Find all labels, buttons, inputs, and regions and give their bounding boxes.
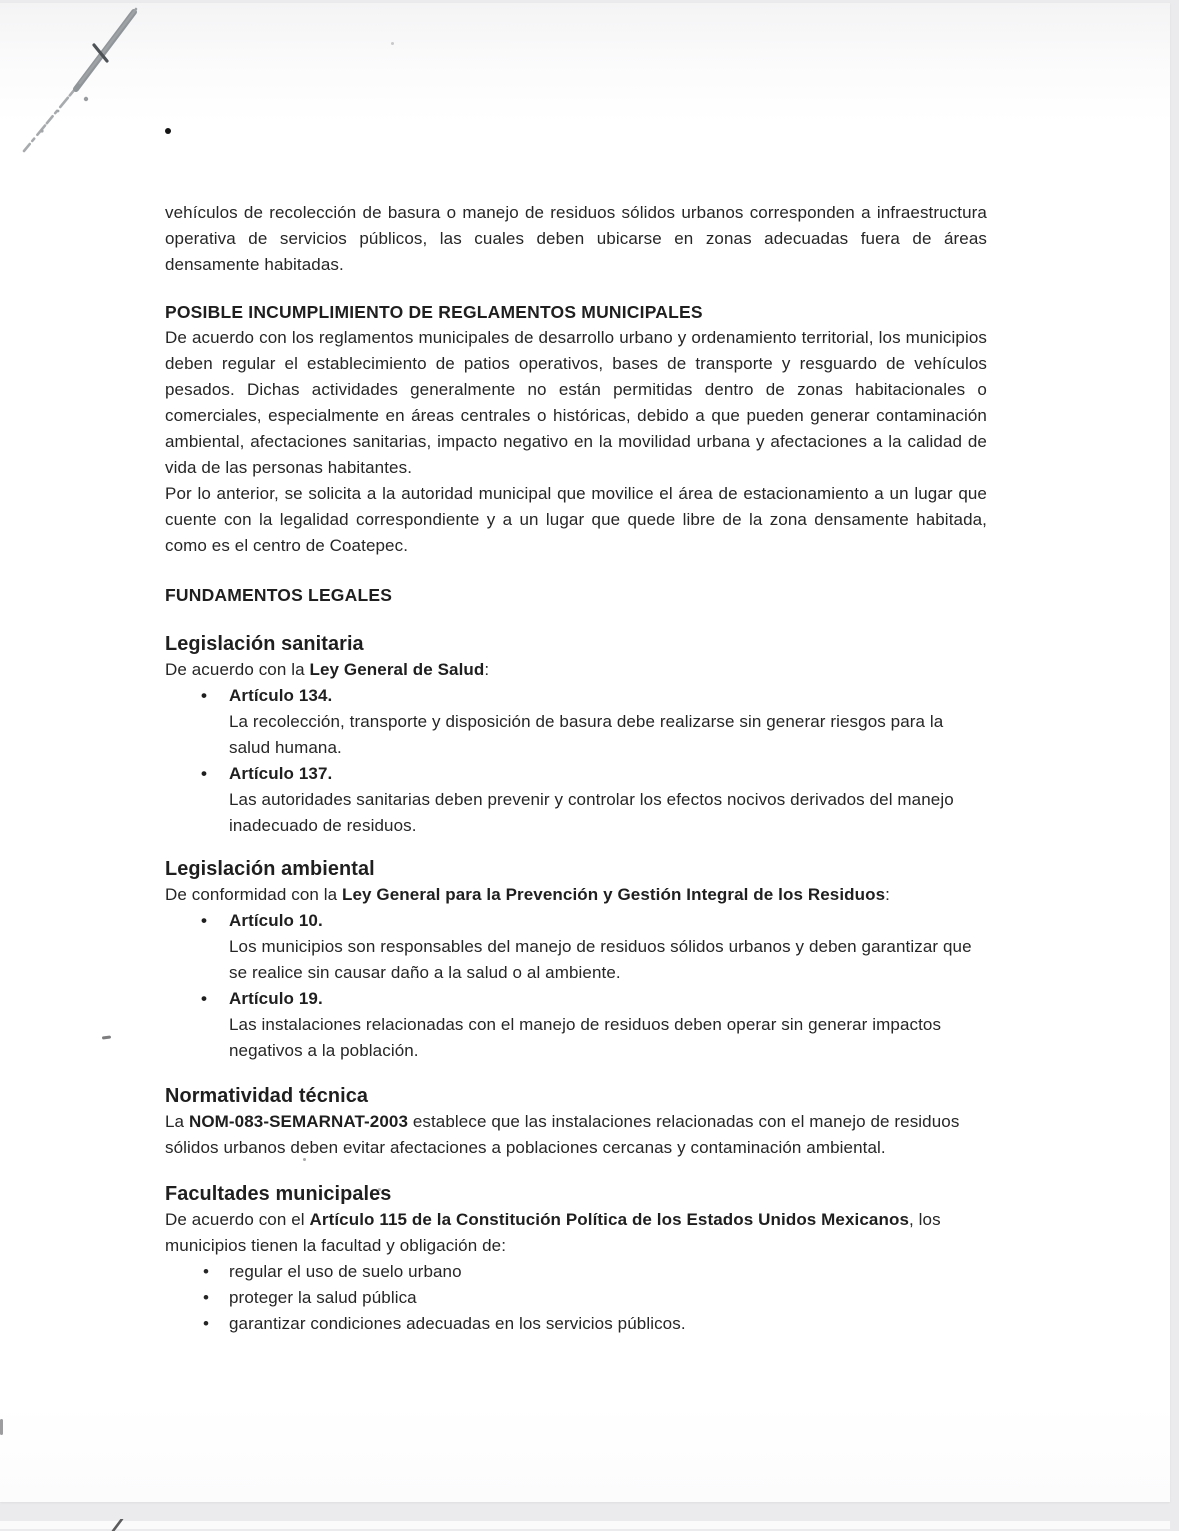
sanitaria-lead-prefix: De acuerdo con la xyxy=(165,660,310,679)
article-title: • Artículo 19. xyxy=(165,986,987,1012)
facultades-article-name: Artículo 115 de la Constitución Política de los Estados Unidos Mexicanos xyxy=(309,1210,910,1229)
dash-mark-artifact xyxy=(102,1035,111,1039)
subsection-heading-facultades: Facultades municipales xyxy=(165,1183,392,1205)
pen-scratch-artifact xyxy=(10,3,160,163)
section-heading-incumplimiento: POSIBLE INCUMPLIMIENTO DE REGLAMENTOS MUNICIPALES xyxy=(165,302,703,322)
sanitaria-article-item xyxy=(165,683,987,761)
incumplimiento-paragraph-1: De acuerdo con los reglamentos municipales de desarrollo urbano y ordenamiento territorial, los municipios deben regular el establecimiento de patios operativos, bases de transporte y resguardo de vehículos pesados. Dichas actividades generalmente no están permitidas dentro de zonas habitacionales o comerciales, especialmente en áreas centrales o históricas, debido a que pueden generar contaminación ambiental, afectaciones sanitarias, impacto negativo en la movilidad urbana y afectaciones a la calidad de vida de las personas habitantes. xyxy=(165,328,987,477)
subsection-heading-normatividad: Normatividad técnica xyxy=(165,1085,369,1107)
article-text: Los municipios son responsables del manejo de residuos sólidos urbanos y deben garantizar que se realice sin causar daño a la salud o al ambiente. xyxy=(229,937,972,982)
normatividad-suffix: establece que las instalaciones relacionadas con el manejo de residuos sólidos urbanos deben evitar afectaciones a poblaciones cercanas y contaminación ambiental. xyxy=(165,1112,960,1157)
next-page-edge xyxy=(0,1521,1170,1529)
subsection-heading-ambiental: Legislación ambiental xyxy=(165,858,375,880)
ambiental-lead xyxy=(165,882,987,908)
faint-speck-artifact xyxy=(391,42,394,45)
incumplimiento-paragraph-2: Por lo anterior, se solicita a la autoridad municipal que movilice el área de estacionamiento a un lugar que cuente con la legalidad correspondiente y a un lugar que quede libre de la zona densamente habitada, como es el centro de Coatepec. xyxy=(165,484,987,555)
facultades-bullet-item: • regular el uso de suelo urbano xyxy=(165,1259,987,1285)
sanitaria-lead-suffix: : xyxy=(484,660,490,679)
ambiental-lead-prefix: De conformidad con la xyxy=(165,885,343,904)
article-text: La recolección, transporte y disposición de basura debe realizarse sin generar riesgos para la salud humana. xyxy=(229,712,944,757)
ambiental-lead-suffix: : xyxy=(885,885,890,904)
article-title: • Artículo 134. xyxy=(165,683,987,709)
ambiental-article-item xyxy=(165,908,987,986)
sanitaria-law-name: Ley General de Salud xyxy=(309,660,485,679)
ambiental-article-item xyxy=(165,986,987,1064)
document-body xyxy=(165,200,987,1337)
article-text: Las instalaciones relacionadas con el manejo de residuos deben operar sin generar impactos negativos a la población. xyxy=(229,1015,942,1060)
sanitaria-article-item xyxy=(165,761,987,839)
facultades-lead xyxy=(165,1207,987,1259)
normatividad-prefix: La xyxy=(165,1112,189,1131)
facultades-lead-prefix: De acuerdo con el xyxy=(165,1210,310,1229)
document-page xyxy=(0,3,1170,1502)
intro-paragraph: vehículos de recolección de basura o manejo de residuos sólidos urbanos corresponden a infraestructura operativa de servicios públicos, las cuales deben ubicarse en zonas adecuadas fuera de áreas densamente habitadas. xyxy=(165,203,987,274)
facultades-lead-suffix: , los municipios tienen la facultad y obligación de: xyxy=(165,1210,941,1255)
normatividad-norm-name: NOM-083-SEMARNAT-2003 xyxy=(188,1112,408,1131)
next-page-scratch-artifact xyxy=(105,1519,135,1531)
article-text: Las autoridades sanitarias deben prevenir y controlar los efectos nocivos derivados del manejo inadecuado de residuos. xyxy=(229,790,954,835)
sanitaria-lead xyxy=(165,657,987,683)
section-heading-fundamentos: FUNDAMENTOS LEGALES xyxy=(165,585,393,605)
facultades-bullet-item: • garantizar condiciones adecuadas en los servicios públicos. xyxy=(165,1311,987,1337)
edge-mark-artifact xyxy=(0,1419,3,1435)
subsection-heading-sanitaria: Legislación sanitaria xyxy=(165,633,364,655)
article-title: • Artículo 10. xyxy=(165,908,987,934)
ambiental-law-name: Ley General para la Prevención y Gestión Integral de los Residuos xyxy=(342,885,886,904)
normatividad-paragraph xyxy=(165,1109,987,1161)
facultades-bullet-item: • proteger la salud pública xyxy=(165,1285,987,1311)
ink-dot-artifact xyxy=(165,128,171,134)
article-title: • Artículo 137. xyxy=(165,761,987,787)
